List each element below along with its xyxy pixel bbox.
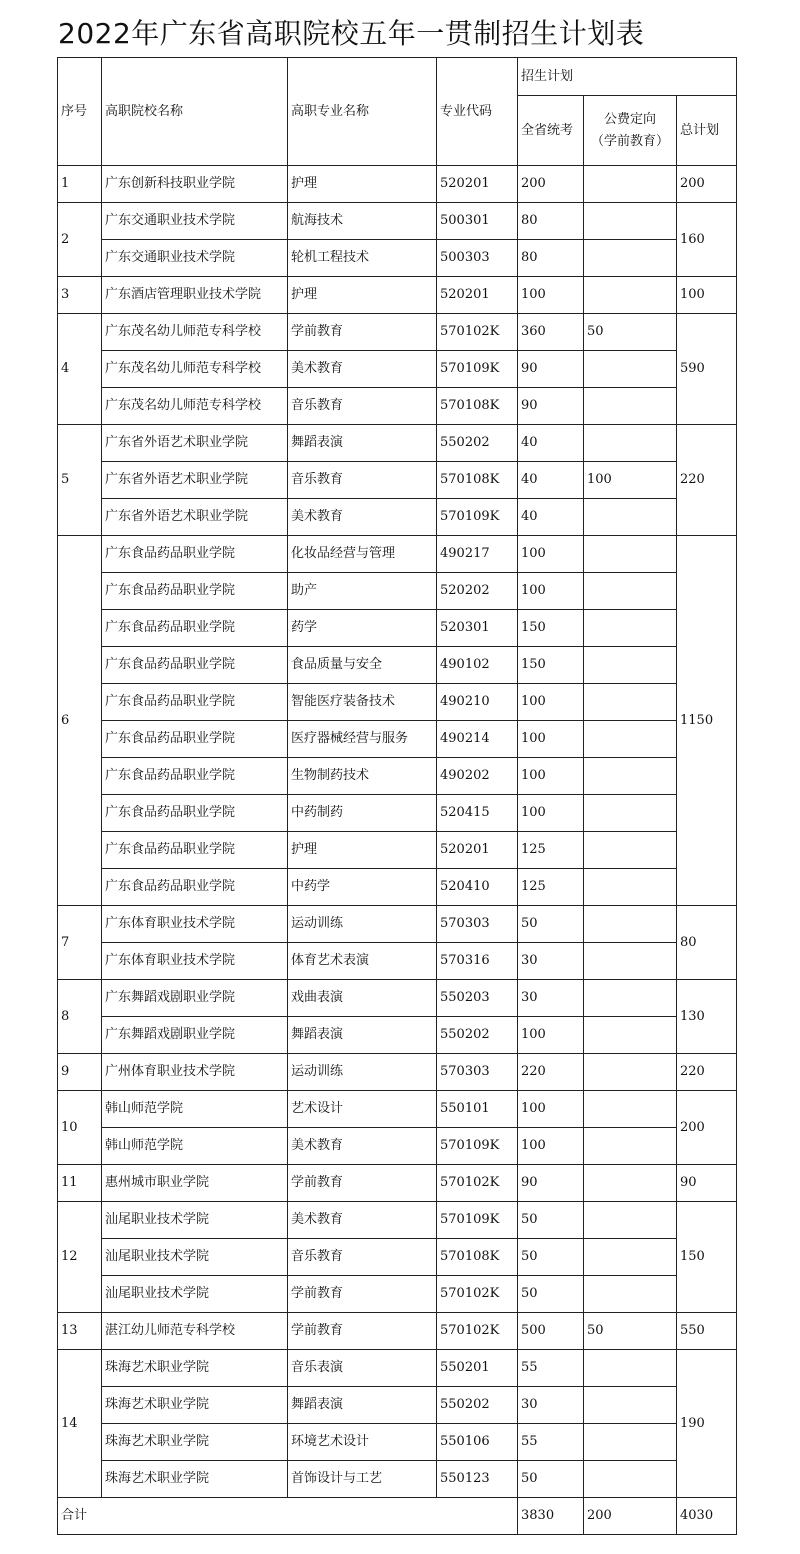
major-cell: 学前教育 — [288, 1313, 437, 1350]
seq-cell: 12 — [58, 1202, 102, 1313]
exam-cell: 100 — [518, 1091, 584, 1128]
school-cell: 广东体育职业技术学院 — [102, 943, 288, 980]
public-cell — [584, 980, 677, 1017]
school-cell: 广东食品药品职业学院 — [102, 647, 288, 684]
total-cell: 220 — [677, 1054, 737, 1091]
public-cell — [584, 1239, 677, 1276]
major-cell: 首饰设计与工艺 — [288, 1461, 437, 1498]
seq-cell: 13 — [58, 1313, 102, 1350]
exam-cell: 200 — [518, 166, 584, 203]
code-cell: 490102 — [437, 647, 518, 684]
code-cell: 520202 — [437, 573, 518, 610]
major-cell: 音乐教育 — [288, 1239, 437, 1276]
table-row — [58, 1276, 737, 1313]
exam-cell: 40 — [518, 499, 584, 536]
major-cell: 食品质量与安全 — [288, 647, 437, 684]
school-cell: 韩山师范学院 — [102, 1128, 288, 1165]
page-title: 2022年广东省高职院校五年一贯制招生计划表 — [58, 17, 645, 50]
code-cell: 520410 — [437, 869, 518, 906]
major-cell: 美术教育 — [288, 1202, 437, 1239]
code-cell: 570109K — [437, 499, 518, 536]
seq-cell: 5 — [58, 425, 102, 536]
public-cell — [584, 166, 677, 203]
major-cell: 中药学 — [288, 869, 437, 906]
total-cell: 200 — [677, 1091, 737, 1165]
exam-cell: 360 — [518, 314, 584, 351]
major-cell: 艺术设计 — [288, 1091, 437, 1128]
header-public — [584, 96, 677, 166]
table-row — [58, 758, 737, 795]
code-cell: 570102K — [437, 1165, 518, 1202]
table-row — [58, 721, 737, 758]
table-row — [58, 1387, 737, 1424]
table-row — [58, 647, 737, 684]
school-cell: 广东省外语艺术职业学院 — [102, 499, 288, 536]
seq-cell: 8 — [58, 980, 102, 1054]
table-row — [58, 869, 737, 906]
enrollment-plan-table — [57, 57, 737, 1535]
total-cell: 200 — [677, 166, 737, 203]
major-cell: 美术教育 — [288, 351, 437, 388]
total-cell: 90 — [677, 1165, 737, 1202]
code-cell: 570109K — [437, 351, 518, 388]
code-cell: 490214 — [437, 721, 518, 758]
exam-cell: 100 — [518, 1128, 584, 1165]
table-row — [58, 610, 737, 647]
table-row — [58, 240, 737, 277]
exam-cell: 90 — [518, 388, 584, 425]
header-major: 高职专业名称 — [288, 58, 437, 166]
total-row — [58, 1498, 737, 1535]
exam-cell: 50 — [518, 906, 584, 943]
code-cell: 550106 — [437, 1424, 518, 1461]
major-cell: 运动训练 — [288, 906, 437, 943]
code-cell: 570102K — [437, 1276, 518, 1313]
exam-cell: 30 — [518, 980, 584, 1017]
major-cell: 美术教育 — [288, 1128, 437, 1165]
code-cell: 570102K — [437, 1313, 518, 1350]
table-row — [58, 1091, 737, 1128]
major-cell: 学前教育 — [288, 1276, 437, 1313]
major-cell: 化妆品经营与管理 — [288, 536, 437, 573]
exam-cell: 100 — [518, 573, 584, 610]
total-cell: 190 — [677, 1350, 737, 1498]
exam-cell: 80 — [518, 203, 584, 240]
code-cell: 550123 — [437, 1461, 518, 1498]
exam-cell: 50 — [518, 1202, 584, 1239]
public-cell — [584, 943, 677, 980]
school-cell: 珠海艺术职业学院 — [102, 1461, 288, 1498]
major-cell: 舞蹈表演 — [288, 425, 437, 462]
school-cell: 广东茂名幼儿师范专科学校 — [102, 388, 288, 425]
code-cell: 500301 — [437, 203, 518, 240]
school-cell: 广东交通职业技术学院 — [102, 203, 288, 240]
exam-cell: 100 — [518, 758, 584, 795]
total-exam: 3830 — [518, 1498, 584, 1535]
school-cell: 惠州城市职业学院 — [102, 1165, 288, 1202]
table-row — [58, 1054, 737, 1091]
school-cell: 珠海艺术职业学院 — [102, 1424, 288, 1461]
public-cell — [584, 277, 677, 314]
seq-cell: 3 — [58, 277, 102, 314]
major-cell: 体育艺术表演 — [288, 943, 437, 980]
major-cell: 助产 — [288, 573, 437, 610]
table-row — [58, 388, 737, 425]
major-cell: 智能医疗装备技术 — [288, 684, 437, 721]
school-cell: 广东食品药品职业学院 — [102, 684, 288, 721]
header-plan: 招生计划 — [518, 58, 737, 96]
seq-cell: 7 — [58, 906, 102, 980]
public-cell: 50 — [584, 1313, 677, 1350]
code-cell: 550201 — [437, 1350, 518, 1387]
public-cell — [584, 425, 677, 462]
major-cell: 护理 — [288, 832, 437, 869]
public-cell — [584, 536, 677, 573]
exam-cell: 40 — [518, 425, 584, 462]
total-label: 合计 — [58, 1498, 518, 1535]
table-row — [58, 1202, 737, 1239]
code-cell: 570316 — [437, 943, 518, 980]
public-cell — [584, 1202, 677, 1239]
major-cell: 医疗器械经营与服务 — [288, 721, 437, 758]
header-code: 专业代码 — [437, 58, 518, 166]
total-cell: 590 — [677, 314, 737, 425]
school-cell: 广东食品药品职业学院 — [102, 758, 288, 795]
seq-cell: 14 — [58, 1350, 102, 1498]
code-cell: 550202 — [437, 1017, 518, 1054]
major-cell: 轮机工程技术 — [288, 240, 437, 277]
exam-cell: 150 — [518, 610, 584, 647]
public-cell — [584, 240, 677, 277]
major-cell: 药学 — [288, 610, 437, 647]
table-row — [58, 1239, 737, 1276]
major-cell: 音乐教育 — [288, 388, 437, 425]
major-cell: 环境艺术设计 — [288, 1424, 437, 1461]
code-cell: 570303 — [437, 1054, 518, 1091]
school-cell: 广东食品药品职业学院 — [102, 573, 288, 610]
seq-cell: 11 — [58, 1165, 102, 1202]
code-cell: 500303 — [437, 240, 518, 277]
code-cell: 550202 — [437, 1387, 518, 1424]
seq-cell: 1 — [58, 166, 102, 203]
table-row — [58, 351, 737, 388]
exam-cell: 30 — [518, 1387, 584, 1424]
major-cell: 中药制药 — [288, 795, 437, 832]
public-cell — [584, 1461, 677, 1498]
public-cell — [584, 647, 677, 684]
total-cell: 130 — [677, 980, 737, 1054]
code-cell: 520201 — [437, 277, 518, 314]
major-cell: 护理 — [288, 277, 437, 314]
table-row — [58, 1128, 737, 1165]
total-cell: 100 — [677, 277, 737, 314]
public-cell — [584, 1276, 677, 1313]
school-cell: 广东食品药品职业学院 — [102, 869, 288, 906]
table-row — [58, 536, 737, 573]
public-cell — [584, 351, 677, 388]
table-row — [58, 203, 737, 240]
table-row — [58, 1350, 737, 1387]
public-cell — [584, 1091, 677, 1128]
public-cell — [584, 1128, 677, 1165]
public-cell — [584, 795, 677, 832]
public-cell — [584, 1165, 677, 1202]
public-cell — [584, 1017, 677, 1054]
code-cell: 550202 — [437, 425, 518, 462]
code-cell: 520201 — [437, 832, 518, 869]
header-school: 高职院校名称 — [102, 58, 288, 166]
school-cell: 广东食品药品职业学院 — [102, 610, 288, 647]
school-cell: 广州体育职业技术学院 — [102, 1054, 288, 1091]
code-cell: 550101 — [437, 1091, 518, 1128]
school-cell: 广东舞蹈戏剧职业学院 — [102, 980, 288, 1017]
school-cell: 广东交通职业技术学院 — [102, 240, 288, 277]
table-row — [58, 1165, 737, 1202]
table-row — [58, 795, 737, 832]
header-public-line2: （学前教育） — [590, 133, 669, 149]
total-cell: 220 — [677, 425, 737, 536]
table-row — [58, 1461, 737, 1498]
header-row-1 — [58, 58, 737, 96]
school-cell: 韩山师范学院 — [102, 1091, 288, 1128]
code-cell: 570109K — [437, 1128, 518, 1165]
code-cell: 570108K — [437, 1239, 518, 1276]
exam-cell: 100 — [518, 1017, 584, 1054]
total-cell: 160 — [677, 203, 737, 277]
school-cell: 广东茂名幼儿师范专科学校 — [102, 351, 288, 388]
code-cell: 490217 — [437, 536, 518, 573]
major-cell: 戏曲表演 — [288, 980, 437, 1017]
table-row — [58, 462, 737, 499]
table-row — [58, 573, 737, 610]
major-cell: 学前教育 — [288, 1165, 437, 1202]
public-cell — [584, 832, 677, 869]
exam-cell: 125 — [518, 869, 584, 906]
exam-cell: 50 — [518, 1276, 584, 1313]
exam-cell: 220 — [518, 1054, 584, 1091]
school-cell: 汕尾职业技术学院 — [102, 1239, 288, 1276]
code-cell: 490210 — [437, 684, 518, 721]
public-cell — [584, 1350, 677, 1387]
total-cell: 150 — [677, 1202, 737, 1313]
table-row — [58, 499, 737, 536]
code-cell: 570303 — [437, 906, 518, 943]
header-exam: 全省统考 — [518, 96, 584, 166]
exam-cell: 40 — [518, 462, 584, 499]
code-cell: 520301 — [437, 610, 518, 647]
exam-cell: 100 — [518, 684, 584, 721]
public-cell — [584, 499, 677, 536]
table-row — [58, 906, 737, 943]
school-cell: 汕尾职业技术学院 — [102, 1202, 288, 1239]
total-all: 4030 — [677, 1498, 737, 1535]
major-cell: 生物制药技术 — [288, 758, 437, 795]
total-public: 200 — [584, 1498, 677, 1535]
major-cell: 美术教育 — [288, 499, 437, 536]
school-cell: 广东食品药品职业学院 — [102, 721, 288, 758]
public-cell — [584, 684, 677, 721]
code-cell: 520415 — [437, 795, 518, 832]
public-cell — [584, 1387, 677, 1424]
exam-cell: 100 — [518, 721, 584, 758]
table-row — [58, 1017, 737, 1054]
code-cell: 550203 — [437, 980, 518, 1017]
code-cell: 570108K — [437, 462, 518, 499]
table-row — [58, 277, 737, 314]
public-cell — [584, 758, 677, 795]
exam-cell: 30 — [518, 943, 584, 980]
code-cell: 570108K — [437, 388, 518, 425]
code-cell: 570109K — [437, 1202, 518, 1239]
public-cell — [584, 869, 677, 906]
major-cell: 舞蹈表演 — [288, 1387, 437, 1424]
exam-cell: 100 — [518, 277, 584, 314]
public-cell — [584, 721, 677, 758]
code-cell: 490202 — [437, 758, 518, 795]
school-cell: 珠海艺术职业学院 — [102, 1387, 288, 1424]
public-cell — [584, 573, 677, 610]
total-cell: 550 — [677, 1313, 737, 1350]
school-cell: 广东食品药品职业学院 — [102, 536, 288, 573]
code-cell: 520201 — [437, 166, 518, 203]
school-cell: 广东省外语艺术职业学院 — [102, 462, 288, 499]
seq-cell: 9 — [58, 1054, 102, 1091]
header-public-line1: 公费定向 — [603, 111, 656, 127]
total-cell: 1150 — [677, 536, 737, 906]
table-row — [58, 943, 737, 980]
exam-cell: 50 — [518, 1461, 584, 1498]
exam-cell: 90 — [518, 1165, 584, 1202]
header-total: 总计划 — [677, 96, 737, 166]
exam-cell: 500 — [518, 1313, 584, 1350]
code-cell: 570102K — [437, 314, 518, 351]
exam-cell: 50 — [518, 1239, 584, 1276]
seq-cell: 10 — [58, 1091, 102, 1165]
exam-cell: 125 — [518, 832, 584, 869]
school-cell: 广东创新科技职业学院 — [102, 166, 288, 203]
public-cell — [584, 1054, 677, 1091]
seq-cell: 4 — [58, 314, 102, 425]
public-cell — [584, 1424, 677, 1461]
header-seq: 序号 — [58, 58, 102, 166]
table-row — [58, 980, 737, 1017]
exam-cell: 100 — [518, 536, 584, 573]
exam-cell: 80 — [518, 240, 584, 277]
table-row — [58, 314, 737, 351]
school-cell: 湛江幼儿师范专科学校 — [102, 1313, 288, 1350]
public-cell — [584, 906, 677, 943]
table-row — [58, 684, 737, 721]
public-cell — [584, 388, 677, 425]
major-cell: 音乐教育 — [288, 462, 437, 499]
school-cell: 广东食品药品职业学院 — [102, 832, 288, 869]
table-row — [58, 166, 737, 203]
exam-cell: 150 — [518, 647, 584, 684]
school-cell: 广东食品药品职业学院 — [102, 795, 288, 832]
table-row — [58, 1313, 737, 1350]
school-cell: 广东酒店管理职业技术学院 — [102, 277, 288, 314]
seq-cell: 6 — [58, 536, 102, 906]
table-row — [58, 1424, 737, 1461]
public-cell — [584, 610, 677, 647]
school-cell: 广东省外语艺术职业学院 — [102, 425, 288, 462]
school-cell: 珠海艺术职业学院 — [102, 1350, 288, 1387]
major-cell: 音乐表演 — [288, 1350, 437, 1387]
public-cell: 100 — [584, 462, 677, 499]
seq-cell: 2 — [58, 203, 102, 277]
exam-cell: 55 — [518, 1350, 584, 1387]
major-cell: 运动训练 — [288, 1054, 437, 1091]
major-cell: 学前教育 — [288, 314, 437, 351]
school-cell: 广东茂名幼儿师范专科学校 — [102, 314, 288, 351]
table-row — [58, 425, 737, 462]
exam-cell: 100 — [518, 795, 584, 832]
major-cell: 航海技术 — [288, 203, 437, 240]
major-cell: 护理 — [288, 166, 437, 203]
school-cell: 汕尾职业技术学院 — [102, 1276, 288, 1313]
exam-cell: 55 — [518, 1424, 584, 1461]
school-cell: 广东体育职业技术学院 — [102, 906, 288, 943]
public-cell: 50 — [584, 314, 677, 351]
major-cell: 舞蹈表演 — [288, 1017, 437, 1054]
public-cell — [584, 203, 677, 240]
school-cell: 广东舞蹈戏剧职业学院 — [102, 1017, 288, 1054]
exam-cell: 90 — [518, 351, 584, 388]
total-cell: 80 — [677, 906, 737, 980]
table-row — [58, 832, 737, 869]
